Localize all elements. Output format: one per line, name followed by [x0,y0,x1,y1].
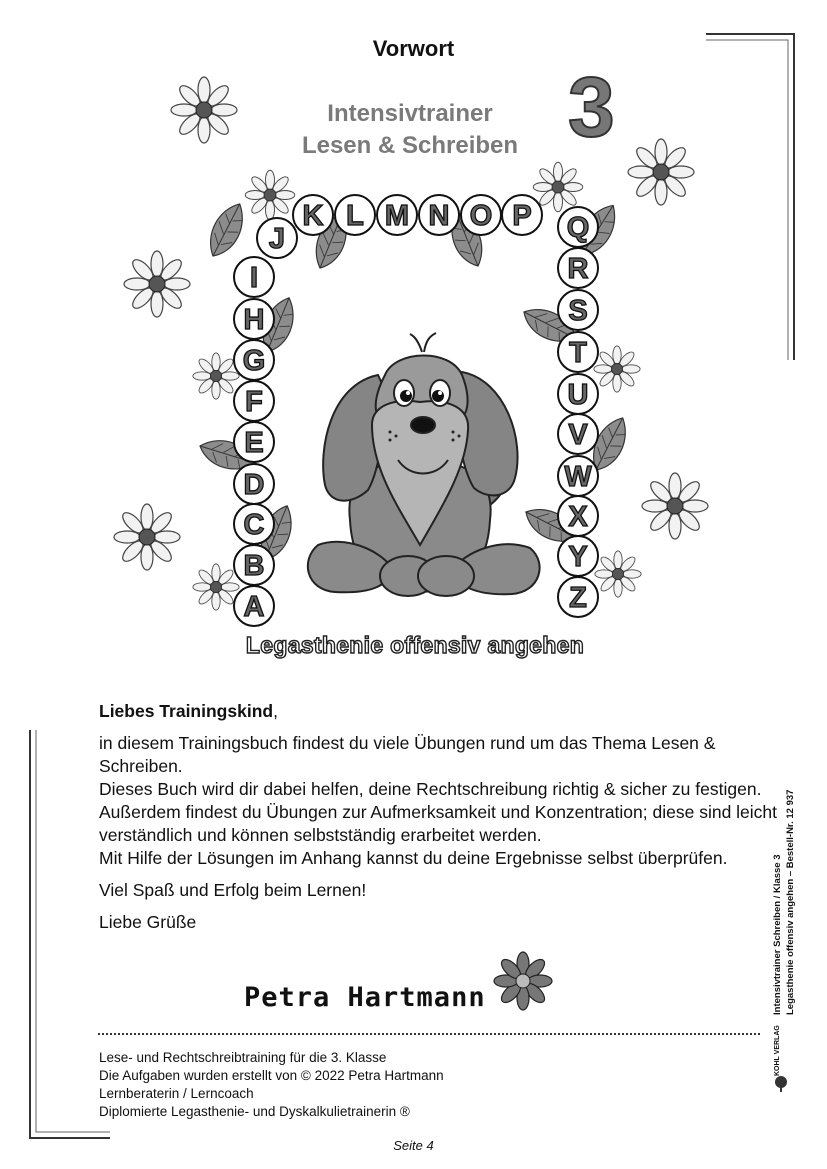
footer-credits [99,1049,444,1121]
salutation-punct: , [273,701,278,721]
svg-text:C: C [243,509,265,541]
svg-text:R: R [567,253,589,285]
alphabet-letter-b [234,545,274,585]
flower-icon [245,170,295,220]
alphabet-letter-l [335,195,375,235]
flower-icon [628,139,694,205]
side-line-1: Intensivtrainer Schreiben / Klasse 3 [772,854,783,1015]
grade-number: 3 [568,60,615,154]
svg-text:S: S [568,295,588,327]
alphabet-letter-a [234,586,274,626]
alphabet-letter-w [558,456,598,496]
alphabet-letter-q [558,207,598,247]
brand-line-1: Intensivtrainer [327,100,493,127]
alphabet-letter-z [558,577,598,617]
side-imprint [772,770,808,1015]
svg-text:A: A [243,591,265,623]
alphabet-letter-r [558,248,598,288]
footer-line-2: Die Aufgaben wurden erstellt von © 2022 Petra Hartmann [99,1068,444,1083]
alphabet-letter-x [558,496,598,536]
letter-paragraph-2: Dieses Buch wird dir dabei helfen, deine Rechtschreibung richtig & sicher zu festigen. [99,779,762,799]
tree-logo-icon [770,1074,794,1094]
leaf-icon [199,199,254,262]
signature: Petra Hartmann [244,982,486,1013]
svg-text:P: P [512,200,532,232]
alphabet-letter-o [461,195,501,235]
letter-paragraph-1: in diesem Trainingsbuch findest du viele Übungen rund um das Thema Lesen & Schreiben. [99,733,716,776]
svg-text:K: K [302,200,324,232]
svg-text:G: G [242,345,266,377]
alphabet-letter-h [234,299,274,339]
svg-text:Y: Y [568,541,588,573]
svg-text:M: M [384,200,410,232]
alphabet-letter-s [558,290,598,330]
flower-icon [533,162,583,212]
alphabet-letter-e [234,422,274,462]
alphabet-letter-n [419,195,459,235]
letter-paragraph-4: Mit Hilfe der Lösungen im Anhang kannst du deine Ergebnisse selbst überprüfen. [99,848,728,868]
svg-text:B: B [243,550,265,582]
footer-line-1: Lese- und Rechtschreibtraining für die 3. Klasse [99,1050,387,1065]
salutation-name: Liebes Trainingskind [99,701,274,721]
footer-line-4: Diplomierte Legasthenie- und Dyskalkulietrainerin ® [99,1104,410,1119]
svg-text:V: V [568,419,588,451]
footer-line-3: Lernberaterin / Lerncoach [99,1086,254,1101]
svg-text:Q: Q [566,212,590,244]
alphabet-letter-i [234,257,274,297]
flower-icon [595,551,641,597]
alphabet-letter-d [234,464,274,504]
svg-text:D: D [243,469,265,501]
flower-icon [193,353,239,399]
flower-icon [488,946,558,1016]
dog-illustration [308,333,540,596]
brand-line-2: Lesen & Schreiben [301,132,519,159]
svg-text:H: H [243,304,265,336]
flower-icon [124,251,190,317]
svg-text:J: J [268,223,286,255]
page-number: Seite 4 [393,1138,434,1153]
foreword-letter [99,700,779,943]
alphabet-letter-g [234,340,274,380]
svg-text:F: F [245,386,263,418]
svg-text:E: E [244,427,264,459]
closing-line-2: Liebe Grüße [99,912,197,932]
separator-line [98,1033,760,1035]
svg-text:U: U [567,379,589,411]
svg-text:X: X [568,501,588,533]
alphabet-letter-u [558,374,598,414]
svg-text:I: I [249,262,259,294]
flower-icon [193,564,239,610]
flower-icon [114,504,180,570]
side-line-2: Legasthenie offensiv angehen – Bestell-Nr. 12 937 [785,789,796,1015]
closing-line-1: Viel Spaß und Erfolg beim Lernen! [99,880,367,900]
publisher-name: KOHL VERLAG [774,1025,781,1076]
svg-text:L: L [346,200,364,232]
flower-icon [642,473,708,539]
letter-paragraph-3: Außerdem findest du Übungen zur Aufmerksamkeit und Konzentration; diese sind leicht verständlich und können selbstständig erarbeitet werden. [99,802,778,845]
alphabet-letter-m [377,195,417,235]
svg-text:Z: Z [569,582,587,614]
svg-text:W: W [564,461,592,493]
alphabet-letter-k [293,195,333,235]
tagline: Legasthenie offensiv angehen [245,632,585,658]
svg-text:N: N [428,200,450,232]
alphabet-letter-t [558,332,598,372]
publisher-logo [770,1025,800,1090]
salutation [99,700,779,723]
flower-icon [171,77,237,143]
svg-text:O: O [469,200,493,232]
page-heading: Vorwort [372,36,455,61]
alphabet-letter-c [234,504,274,544]
alphabet-letter-p [502,195,542,235]
svg-text:T: T [569,337,587,369]
alphabet-letter-j [257,218,297,258]
alphabet-letter-f [234,381,274,421]
alphabet-letter-y [558,536,598,576]
flower-icon [594,346,640,392]
alphabet-letter-v [558,414,598,454]
